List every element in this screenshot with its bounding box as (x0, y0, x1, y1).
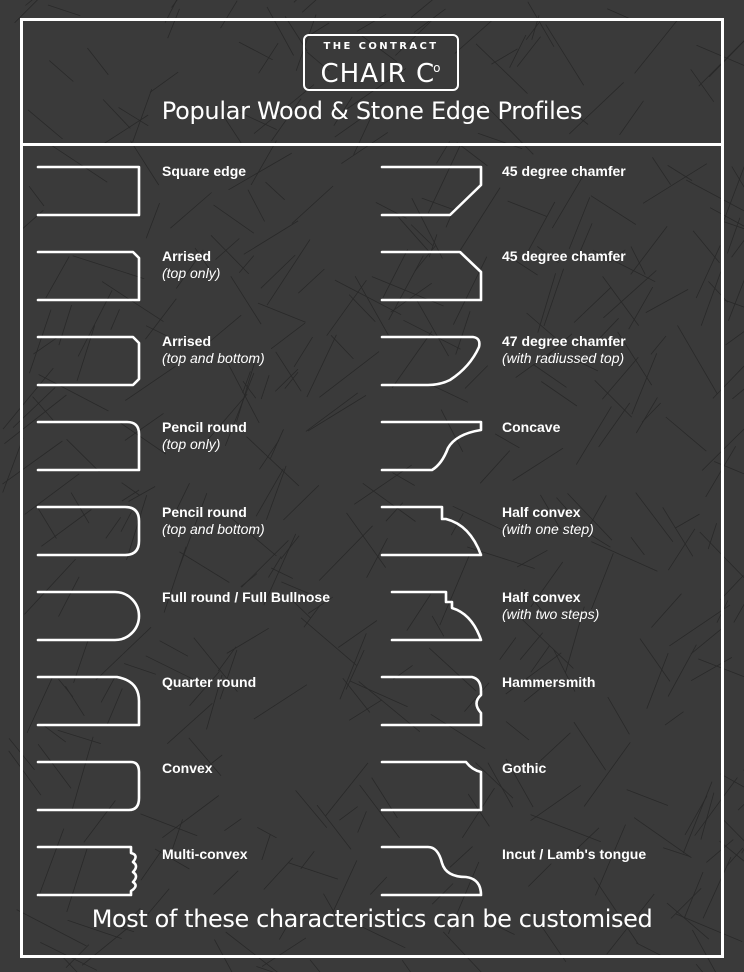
profile-name: Convex (162, 760, 213, 776)
profile-name: Multi-convex (162, 846, 248, 862)
brand-suffix: o (433, 61, 442, 75)
convex-profile-icon (36, 760, 142, 812)
profile-label-concave (502, 419, 560, 436)
header-divider (20, 143, 724, 146)
multi-convex-profile-icon (36, 845, 142, 897)
square-edge-profile-icon (36, 165, 142, 217)
profile-name: 47 degree chamfer (502, 333, 626, 349)
profile-name: Half convex (502, 589, 581, 605)
pencil-round-top-profile-icon (36, 420, 142, 472)
profile-label-quarter-round (162, 674, 256, 691)
hammersmith-profile-icon (380, 675, 486, 727)
profile-name: Concave (502, 419, 561, 435)
profile-name: Hammersmith (502, 674, 596, 690)
lambs-tongue-profile-icon (380, 845, 486, 897)
half-convex-one-step-profile-icon (380, 505, 486, 557)
profile-name: Gothic (502, 760, 547, 776)
brand-main-line (305, 53, 457, 89)
content-frame (20, 18, 724, 958)
profile-label-chamfer-bottom (502, 163, 626, 180)
profile-label-lambs-tongue (502, 846, 646, 863)
profile-name: Incut / Lamb's tongue (502, 846, 647, 862)
chamfer-top-profile-icon (380, 250, 486, 302)
profile-label-half-convex-one-step (502, 504, 594, 538)
profile-name: Pencil round (162, 504, 247, 520)
profile-label-multi-convex (162, 846, 248, 863)
chamfer-bottom-profile-icon (380, 165, 486, 217)
profile-name: Quarter round (162, 674, 257, 690)
profile-note: (with one step) (502, 521, 594, 537)
pencil-round-top-bottom-profile-icon (36, 505, 142, 557)
profile-label-arrised-top-bottom (162, 333, 265, 367)
profile-label-chamfer-top (502, 248, 626, 265)
profile-name: 45 degree chamfer (502, 248, 626, 264)
profile-name: Full round / Full Bullnose (162, 589, 330, 605)
profile-label-full-bullnose (162, 589, 330, 606)
profile-label-pencil-round-top-bottom (162, 504, 265, 538)
profile-note: (top and bottom) (162, 350, 265, 366)
profile-note: (top only) (162, 265, 221, 281)
page-title: Popular Wood & Stone Edge Profiles (161, 97, 583, 125)
full-bullnose-profile-icon (36, 590, 142, 642)
brand-top-line: THE CONTRACT (323, 41, 439, 52)
profile-label-chamfer-radiussed (502, 333, 626, 367)
profile-note: (top only) (162, 436, 221, 452)
profile-label-pencil-round-top (162, 419, 247, 453)
profile-label-convex (162, 760, 213, 777)
profile-label-square-edge (162, 163, 246, 180)
footer-note: Most of these characteristics can be customised (91, 905, 653, 933)
profile-label-arrised-top (162, 248, 220, 282)
profile-name: Pencil round (162, 419, 247, 435)
profile-name: Square edge (162, 163, 247, 179)
profile-name: Arrised (162, 248, 212, 264)
profile-note: (with two steps) (502, 606, 600, 622)
profile-name: Arrised (162, 333, 212, 349)
profile-label-half-convex-two-steps (502, 589, 599, 623)
chamfer-radiussed-profile-icon (380, 335, 486, 387)
profile-note: (top and bottom) (162, 521, 265, 537)
profile-label-gothic (502, 760, 546, 777)
brand-logo (303, 34, 459, 91)
arrised-top-bottom-profile-icon (36, 335, 142, 387)
concave-profile-icon (380, 420, 486, 472)
arrised-top-profile-icon (36, 250, 142, 302)
profile-name: 45 degree chamfer (502, 163, 626, 179)
profile-name: Half convex (502, 504, 581, 520)
gothic-profile-icon (380, 760, 486, 812)
brand-main-text: CHAIR C (320, 59, 436, 89)
profile-note: (with radiussed top) (502, 350, 625, 366)
half-convex-two-steps-profile-icon (380, 590, 486, 642)
profile-label-hammersmith (502, 674, 595, 691)
quarter-round-profile-icon (36, 675, 142, 727)
